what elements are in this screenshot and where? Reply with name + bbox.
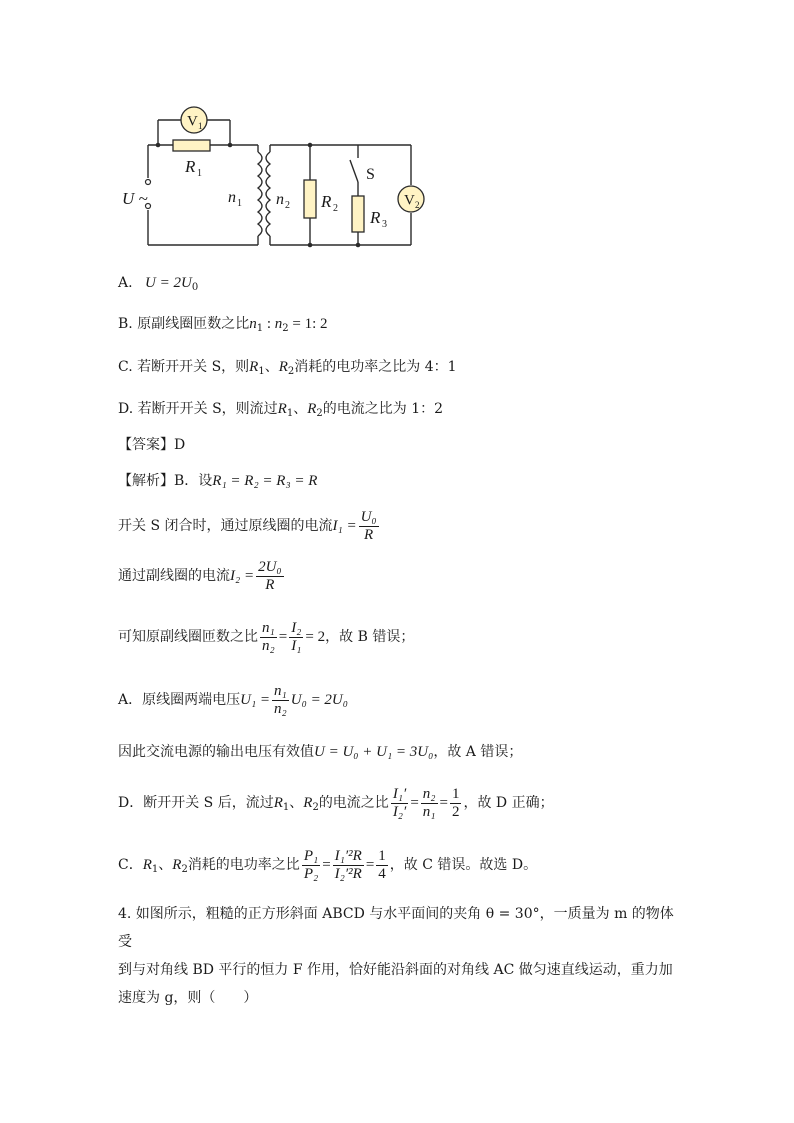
analysis-l2-den: R [364,526,374,543]
analysis-l8-fraction-2 [333,848,364,883]
analysis-l7-f2-den: n₁ [422,803,436,820]
analysis-l8-sep: 、 [158,857,173,873]
question-4 [118,900,678,1012]
analysis-line-8: C．$R_1$、$R_2$消耗的电功率之比 $\frac{\text{P₁}}{\text{P₂}}$ = $\frac{\text{I₁′²R}}{\text{I₂′²R}}$ = $\frac{1}{4}$ ，故 C 错误。故选 D。 [118,847,538,882]
analysis-l5-text: A．原线圈两端电压 [118,692,241,708]
option-c: C. 若断开开关 S，则$R_1$、$R_2$消耗的电功率之比为 4：1 [118,359,457,377]
v2-label: V [404,192,415,209]
r3-sub: 3 [382,219,387,230]
analysis-l8-f3-den: 4 [378,865,386,882]
analysis-l7-r2: R [303,795,313,811]
analysis-l8-f3-num: 1 [378,847,386,864]
analysis-l4-f2-num: I₂ [291,619,302,636]
option-d: D. 若断开开关 S，则流过$R_1$、$R_2$的电流之比为 1：2 [118,401,444,419]
analysis-l8-mid: 消耗的电功率之比 [187,857,300,873]
analysis-l3-text: 通过副线圈的电流 [118,568,230,584]
resistor-r1 [173,140,210,151]
option-d-r1: R [277,401,287,417]
answer: 【答案】D [118,437,186,453]
analysis-l2-lhs: I₁ = [332,518,357,534]
analysis-l7-f3-den: 2 [451,803,460,820]
analysis-l7-tail: ，故 D 正确； [463,795,554,811]
option-a [118,273,198,293]
source-terminal-top [146,180,151,185]
analysis-l5-den: n₂ [274,700,287,717]
option-b-ratio: = 1: 2 [288,316,328,332]
option-b-colon: : [263,316,275,332]
v2-sub: 2 [415,200,420,210]
analysis-l2-text: 开关 S 闭合时，通过原线圈的电流 [118,518,333,534]
analysis-line-7: D．断开开关 S 后，流过$R_1$、$R_2$的电流之比 $\frac{\text{I₁′}}{\text{I₂′}}$ = $\frac{\text{n₂}}{\text{n₁}}$ = $\frac{1}{2}$ ，故 D 正确； [118,785,554,820]
r2-sub: 2 [333,203,338,214]
n1-sub: 1 [237,198,242,209]
option-c-prefix: C. 若断开开关 S，则 [118,359,250,375]
analysis-line-4: 可知原副线圈匝数之比 $\frac{\text{n₁}}{\text{n₂}}$ = $\frac{\text{I₂}}{\text{I₁}}$ = 2，故 B 错误； [118,619,415,654]
option-b-n2: n [274,316,283,332]
r2-label: R [321,192,332,211]
analysis-l7-f1-num: I₁′ [392,785,407,802]
question-4-line-3: 速度为 g，则（ ） [118,990,258,1006]
analysis-l8-fraction-3 [376,848,388,883]
analysis-l8-r1: R [142,857,152,873]
analysis-line-6 [118,742,522,762]
analysis-l4-fraction-1 [260,620,277,655]
analysis-line-3 [118,556,286,596]
analysis-l3-fraction [256,559,284,594]
option-d-r2: R [307,401,317,417]
source-label: U ~ [122,189,148,208]
analysis-l7-f3-num: 1 [451,785,460,802]
analysis-l6-math: U = U₀ + U₁ = 3U₀ [314,744,434,760]
n2-sub: 2 [285,200,290,211]
resistor-r2 [304,180,316,218]
analysis-l5-num: n₁ [274,682,287,699]
option-d-prefix: D. 若断开开关 S，则流过 [118,401,278,417]
option-d-suffix: 的电流之比为 1：2 [322,401,444,417]
analysis-l8-tail: ，故 C 错误。故选 D。 [389,857,538,873]
analysis-line-2 [118,506,381,546]
analysis-l7-sep: 、 [289,795,304,811]
option-b-sub1: 1 [256,323,264,334]
analysis-l4-f1-den: n₂ [262,637,275,654]
option-c-sep: 、 [264,359,279,375]
analysis-l8-r2: R [172,857,182,873]
analysis-l4-fraction-2 [289,620,303,655]
option-b-sub2: 2 [282,323,289,334]
analysis-l7-fraction-1 [391,786,409,821]
analysis-l5-rhs: U₀ = 2U₀ [290,692,348,708]
analysis-l7-f2-num: n₂ [422,785,436,802]
analysis-l5-lhs: U₁ = [240,692,271,708]
analysis-l7-f1-den: I₂′ [392,803,407,820]
analysis-l4-text: 可知原副线圈匝数之比 [118,629,258,645]
analysis-label: 【解析】B．设 [118,473,213,489]
n1-label: n [228,189,236,206]
v1-sub: 1 [198,121,203,131]
question-4-line-2: 到与对角线 BD 平行的恒力 F 作用，恰好能沿斜面的对角线 AC 做匀速直线运动，重力加 [118,962,673,978]
analysis-l8-f1-den: P₂ [303,865,319,882]
analysis-l8-f1-num: P₁ [303,847,319,864]
analysis-l5-fraction [272,683,289,718]
analysis-l2-num: U₀ [360,508,377,525]
option-b-prefix: B. 原副线圈匝数之比 [118,316,250,332]
option-a-math: U = 2U [145,275,192,291]
option-c-r1: R [249,359,259,375]
option-b [118,314,328,334]
option-b-n1: n [249,316,257,332]
analysis-l6-text: 因此交流电源的输出电压有效值 [118,744,314,760]
analysis-l8-f2-den: I₂′²R [334,865,362,882]
analysis-line-1 [118,471,317,491]
option-a-prefix: A. [118,275,133,291]
analysis-l3-den: R [265,576,275,593]
option-d-sep: 、 [293,401,308,417]
option-a-sub: 0 [191,282,199,293]
r1-sub: 1 [197,168,202,179]
resistor-r3 [352,196,364,232]
n2-label: n [276,191,284,208]
switch-label: S [366,166,375,183]
v1-label: V [187,113,198,130]
analysis-line-5 [118,680,348,720]
analysis-l7-r1: R [273,795,283,811]
r3-label: R [370,208,381,227]
analysis-l4-tail: ，故 B 错误； [325,629,415,645]
option-c-r2: R [278,359,288,375]
analysis-l4-rhs: = 2 [305,629,326,645]
question-4-line-1: 4. 如图所示，粗糙的正方形斜面 ABCD 与水平面间的夹角 θ = 30°，一质量为 m 的物体受 [118,906,674,950]
analysis-l8-prefix: C． [118,857,143,873]
analysis-l4-f2-den: I₁ [291,637,302,654]
r1-label: R [185,157,196,176]
analysis-l3-lhs: I₂ = [230,568,255,584]
analysis-l2-fraction [359,509,379,544]
analysis-l7-text: D．断开开关 S 后，流过 [118,795,274,811]
analysis-l8-fraction-1 [302,848,320,883]
analysis-l4-f1-num: n₁ [262,619,275,636]
analysis-l7-mid: 的电流之比 [318,795,389,811]
option-c-suffix: 消耗的电功率之比为 4：1 [294,359,457,375]
analysis-l8-f2-num: I₁′²R [334,847,362,864]
analysis-l3-num: 2U₀ [258,558,282,575]
analysis-l7-fraction-2 [421,786,438,821]
transformer-circuit-diagram [118,100,418,255]
analysis-l7-fraction-3 [450,786,462,821]
analysis-l1-math: R₁ = R₂ = R₃ = R [212,473,318,489]
analysis-l6-tail: ，故 A 错误； [433,744,523,760]
